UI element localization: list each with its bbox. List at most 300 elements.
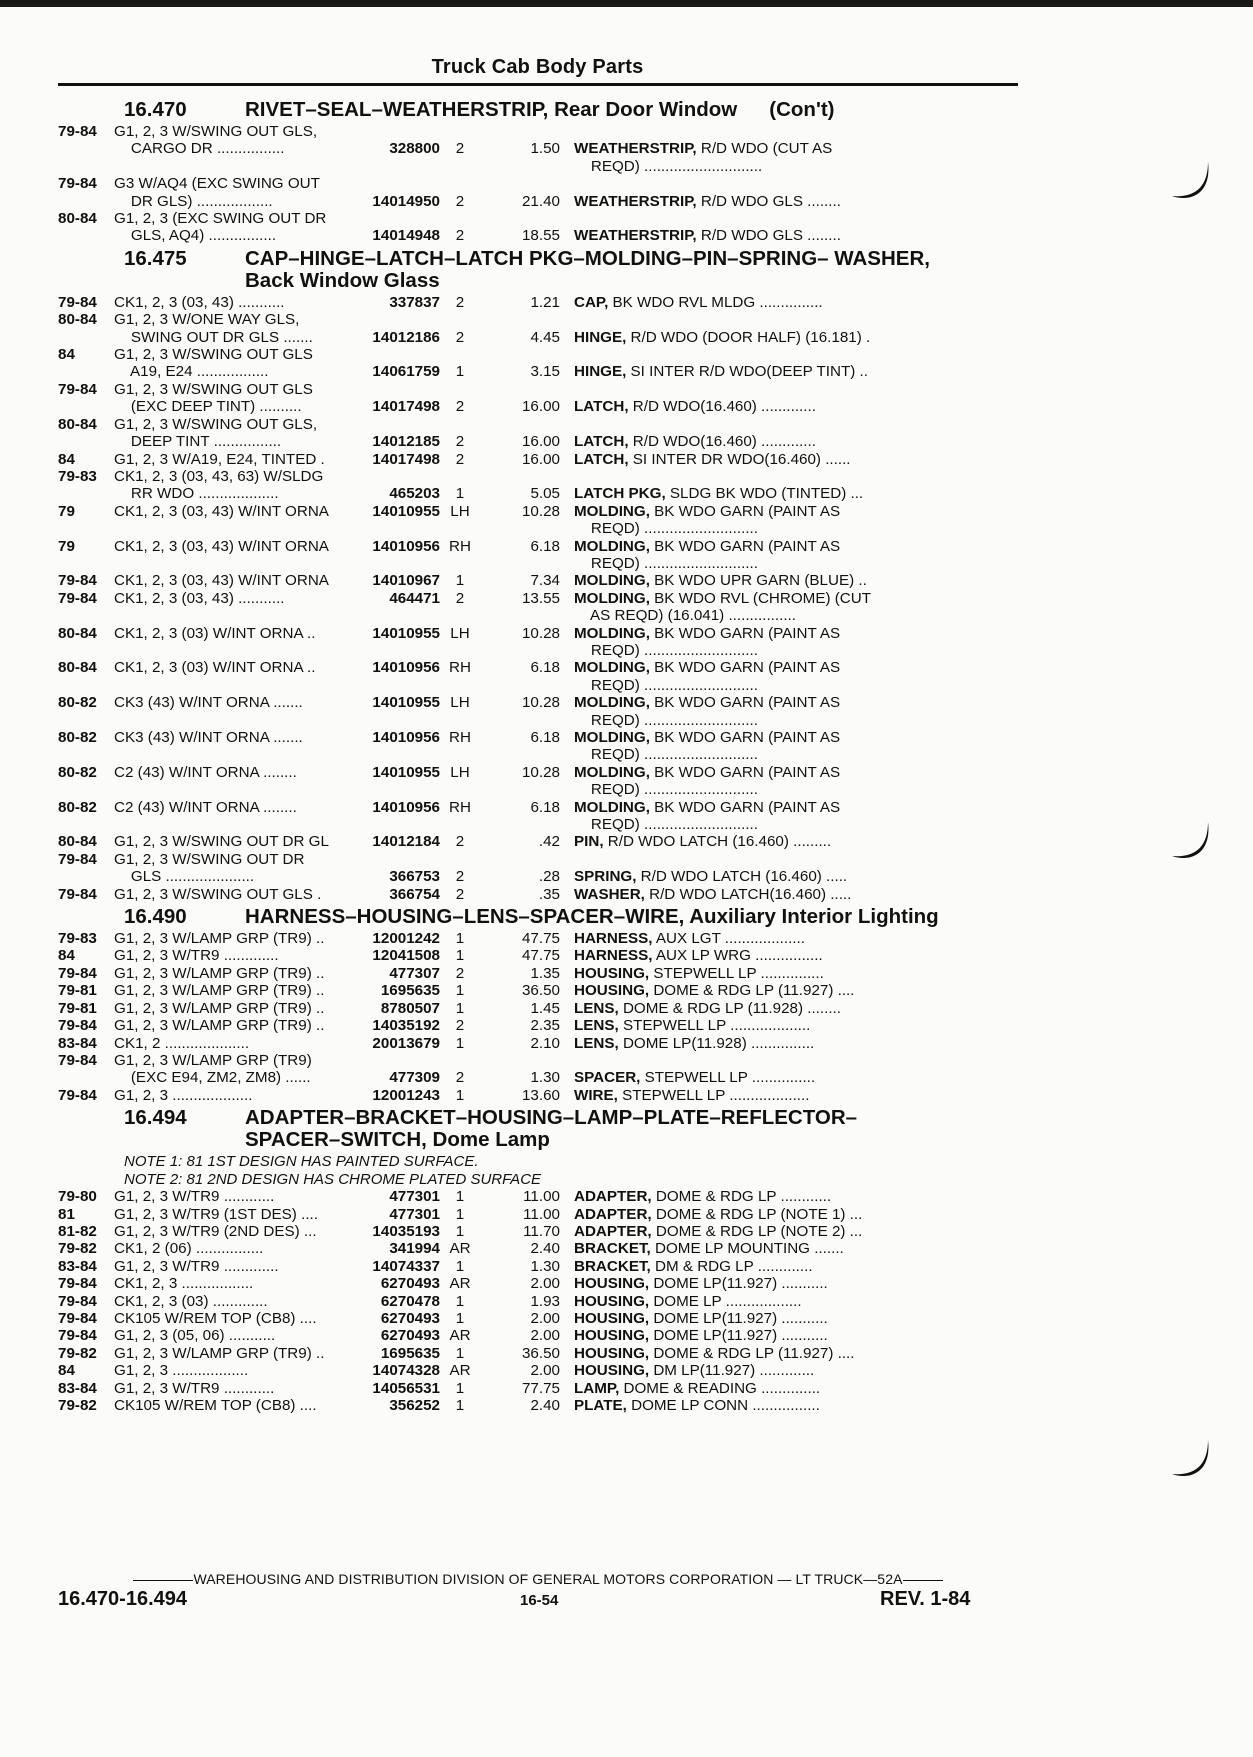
application: CK1, 2, 3 (03, 43) W/INT ORNA xyxy=(114,502,329,520)
part-number: 14010956 xyxy=(372,537,440,555)
quantity: 1 xyxy=(455,1188,465,1206)
part-detail: AUX LP WRG ................ xyxy=(652,947,823,965)
model-years: 79-84 xyxy=(58,1017,97,1035)
model-years: 81-82 xyxy=(58,1222,97,1240)
part-name: ADAPTER, xyxy=(574,1222,652,1240)
application xyxy=(114,746,360,763)
part-number: 14035192 xyxy=(372,1017,440,1035)
price: .35 xyxy=(538,885,560,903)
part-name: SPACER, xyxy=(574,1069,641,1087)
section-continued: (Con't) xyxy=(769,98,835,121)
part-name: HOUSING, xyxy=(574,964,650,982)
part-detail: REQD) ........................... xyxy=(574,746,758,764)
price xyxy=(480,642,560,659)
model-years: 84 xyxy=(58,947,75,965)
quantity: 1 xyxy=(455,1034,465,1052)
part-description xyxy=(574,816,924,833)
part-description xyxy=(574,210,924,227)
part-description xyxy=(574,123,924,140)
quantity xyxy=(440,468,480,485)
application: G1, 2, 3 W/LAMP GRP (TR9) .. xyxy=(114,1017,325,1035)
application: CK1, 2, 3 ................. xyxy=(114,1275,254,1293)
part-detail: R/D WDO(16.460) ............. xyxy=(628,398,816,416)
part-description xyxy=(574,329,924,346)
footer-publisher-line xyxy=(58,1571,1018,1587)
part-number xyxy=(360,642,440,659)
part-name: LATCH, xyxy=(574,433,629,451)
part-description xyxy=(574,1397,924,1414)
quantity xyxy=(440,416,480,433)
part-row xyxy=(58,363,1020,380)
application: G1, 2, 3 W/LAMP GRP (TR9) xyxy=(114,1051,312,1069)
part-description xyxy=(574,833,924,850)
part-row xyxy=(58,398,1020,415)
part-row xyxy=(58,677,1020,694)
application: G1, 2, 3 W/LAMP GRP (TR9) .. xyxy=(114,964,325,982)
binder-hole-icon xyxy=(1168,160,1212,204)
price: 47.75 xyxy=(521,930,560,948)
section-number: 16.475 xyxy=(124,246,187,270)
part-number xyxy=(360,851,440,868)
part-number xyxy=(360,746,440,763)
part-number: 20013679 xyxy=(372,1034,440,1052)
quantity xyxy=(440,175,480,192)
part-row xyxy=(58,123,1020,140)
quantity: 1 xyxy=(455,1257,465,1275)
part-number: 14010956 xyxy=(372,659,440,677)
part-detail: AS REQD) (16.041) ................ xyxy=(574,607,796,625)
application: C2 (43) W/INT ORNA ........ xyxy=(114,798,297,816)
model-years: 80-84 xyxy=(58,624,97,642)
part-row xyxy=(58,572,1020,589)
part-name: MOLDING, xyxy=(574,659,650,677)
part-row xyxy=(58,210,1020,227)
quantity: 1 xyxy=(455,930,465,948)
section-title: HARNESS–HOUSING–LENS–SPACER–WIRE, Auxiliary Interior Lighting xyxy=(245,905,939,929)
part-row xyxy=(58,520,1020,537)
section-note: NOTE 2: 81 2ND DESIGN HAS CHROME PLATED SURFACE xyxy=(124,1170,542,1188)
price: 2.00 xyxy=(530,1327,560,1345)
part-row xyxy=(58,311,1020,328)
part-row xyxy=(58,555,1020,572)
part-name: HOUSING, xyxy=(574,1344,650,1362)
part-detail: BK WDO GARN (PAINT AS xyxy=(649,624,841,642)
quantity: RH xyxy=(449,537,471,555)
quantity: RH xyxy=(449,729,471,746)
model-years: 79-84 xyxy=(58,850,97,868)
price: 2.00 xyxy=(530,1309,560,1327)
part-detail: SI INTER R/D WDO(DEEP TINT) .. xyxy=(626,363,868,381)
binder-hole-icon xyxy=(1168,1438,1212,1482)
application: G1, 2, 3 W/LAMP GRP (TR9) .. xyxy=(114,982,325,1000)
price: 1.21 xyxy=(530,293,560,311)
model-years: 79-83 xyxy=(58,930,97,948)
part-row xyxy=(58,729,1020,746)
part-number: 14010955 xyxy=(372,502,440,520)
part-description xyxy=(574,1293,924,1310)
price: 6.18 xyxy=(530,537,560,555)
model-years xyxy=(58,485,114,502)
part-number: 366753 xyxy=(389,868,440,886)
application: CK1, 2, 3 (03) W/INT ORNA .. xyxy=(114,659,316,677)
part-name: WEATHERSTRIP, xyxy=(574,227,697,245)
part-description xyxy=(574,677,924,694)
quantity: 2 xyxy=(455,833,465,851)
part-detail: DOME LP(11.927) ........... xyxy=(649,1275,828,1293)
model-years: 83-84 xyxy=(58,1379,97,1397)
application xyxy=(114,677,360,694)
price xyxy=(480,781,560,798)
part-row xyxy=(58,294,1020,311)
model-years: 84 xyxy=(58,1362,75,1380)
part-detail: DOME LP CONN ................ xyxy=(626,1397,820,1414)
part-description xyxy=(574,1258,924,1275)
price: 11.00 xyxy=(523,1188,560,1206)
quantity xyxy=(440,555,480,572)
part-number: 14017498 xyxy=(372,450,440,468)
part-name: ADAPTER, xyxy=(574,1205,652,1223)
part-number: 12041508 xyxy=(372,947,440,965)
part-row xyxy=(58,1345,1020,1362)
part-description xyxy=(574,1017,924,1034)
price: 1.35 xyxy=(530,964,560,982)
quantity: AR xyxy=(449,1362,471,1380)
application xyxy=(114,158,360,175)
model-years: 79-84 xyxy=(58,1051,97,1069)
quantity: 2 xyxy=(455,868,465,886)
model-years xyxy=(58,520,114,537)
section-heading xyxy=(58,906,1020,928)
part-number: 477307 xyxy=(389,964,440,982)
part-description xyxy=(574,538,924,555)
part-row xyxy=(58,590,1020,607)
part-name: SPRING, xyxy=(574,868,637,886)
model-years: 79-81 xyxy=(58,982,97,1000)
price: 10.28 xyxy=(521,694,560,712)
part-detail: DOME LP(11.927) ........... xyxy=(649,1327,828,1345)
part-number: 14017498 xyxy=(372,398,440,416)
section-title-line2: Back Window Glass xyxy=(245,268,440,292)
price xyxy=(480,123,560,140)
price xyxy=(480,210,560,227)
binder-hole-icon xyxy=(1168,820,1212,864)
application: G1, 2, 3 W/TR9 (2ND DES) ... xyxy=(114,1222,317,1240)
price: 1.93 xyxy=(530,1292,560,1310)
part-row xyxy=(58,625,1020,642)
part-number: 14056531 xyxy=(372,1379,440,1397)
part-description xyxy=(574,158,924,175)
part-description xyxy=(574,503,924,520)
model-years: 79-84 xyxy=(58,1086,97,1104)
quantity: LH xyxy=(450,763,470,781)
application: A19, E24 ................. xyxy=(114,363,269,381)
part-name: BRACKET, xyxy=(574,1240,651,1258)
part-detail: REQD) ........................... xyxy=(574,781,758,799)
part-description xyxy=(574,398,924,415)
part-detail: R/D WDO GLS ........ xyxy=(696,227,841,245)
part-detail: BK WDO GARN (PAINT AS xyxy=(649,537,841,555)
part-number: 14014950 xyxy=(372,192,440,210)
part-number: 464471 xyxy=(389,589,440,607)
part-detail: REQD) ........................... xyxy=(574,520,758,538)
model-years xyxy=(58,227,114,244)
section-title: ADAPTER–BRACKET–HOUSING–LAMP–PLATE–REFLECTOR– xyxy=(245,1106,858,1130)
part-name: HARNESS, xyxy=(574,930,653,948)
quantity: 1 xyxy=(455,1292,465,1310)
quantity xyxy=(440,346,480,363)
part-description xyxy=(574,1223,924,1240)
part-name: HINGE, xyxy=(574,328,627,346)
price xyxy=(480,158,560,175)
part-detail: AUX LGT ................... xyxy=(652,930,805,948)
part-name: MOLDING, xyxy=(574,502,650,520)
part-detail: STEPWELL LP ................... xyxy=(618,1017,811,1035)
part-detail: REQD) ........................... xyxy=(574,554,758,572)
part-description xyxy=(574,642,924,659)
part-number: 14012184 xyxy=(372,833,440,851)
price xyxy=(480,1052,560,1069)
application: G1, 2, 3 W/LAMP GRP (TR9) .. xyxy=(114,999,325,1017)
part-number xyxy=(360,123,440,140)
part-row xyxy=(58,982,1020,999)
part-name: HOUSING, xyxy=(574,1327,650,1345)
model-years xyxy=(58,193,114,210)
model-years: 83-84 xyxy=(58,1257,97,1275)
part-name: MOLDING, xyxy=(574,537,650,555)
model-years: 79-80 xyxy=(58,1188,97,1206)
part-description xyxy=(574,1087,924,1104)
part-description xyxy=(574,851,924,868)
application: G1, 2, 3 W/SWING OUT DR GL xyxy=(114,833,329,851)
model-years: 84 xyxy=(58,450,75,468)
part-name: MOLDING, xyxy=(574,729,650,746)
footer-publisher: WAREHOUSING AND DISTRIBUTION DIVISION OF GENERAL MOTORS CORPORATION — LT TRUCK—52A xyxy=(193,1571,903,1587)
application: G1, 2, 3 W/TR9 (1ST DES) .... xyxy=(114,1205,318,1223)
quantity: 2 xyxy=(455,398,465,416)
part-detail: SI INTER DR WDO(16.460) ...... xyxy=(628,450,851,468)
model-years: 80-82 xyxy=(58,729,97,746)
part-row xyxy=(58,485,1020,502)
part-number: 14010955 xyxy=(372,694,440,712)
part-number xyxy=(360,816,440,833)
model-years: 83-84 xyxy=(58,1034,97,1052)
part-name: WEATHERSTRIP, xyxy=(574,140,697,158)
part-detail: DOME & READING .............. xyxy=(619,1379,821,1397)
model-years xyxy=(58,158,114,175)
application: GLS, AQ4) ................ xyxy=(114,227,277,245)
price: 36.50 xyxy=(521,1344,560,1362)
price xyxy=(480,607,560,624)
part-row xyxy=(58,1223,1020,1240)
price xyxy=(480,416,560,433)
part-detail: DOME & RDG LP ............ xyxy=(651,1188,832,1206)
footer-section-range: 16.470-16.494 xyxy=(58,1588,188,1610)
price: 16.00 xyxy=(521,433,560,451)
section-title-line2: SPACER–SWITCH, Dome Lamp xyxy=(245,1128,550,1152)
part-description xyxy=(574,193,924,210)
model-years xyxy=(58,555,114,572)
part-row xyxy=(58,868,1020,885)
quantity xyxy=(440,210,480,227)
quantity xyxy=(440,1052,480,1069)
part-row xyxy=(58,381,1020,398)
part-detail: REQD) ........................... xyxy=(574,816,758,834)
model-years xyxy=(58,329,114,346)
part-detail: BK WDO GARN (PAINT AS xyxy=(649,729,841,746)
application xyxy=(114,555,360,572)
part-detail: REQD) ........................... xyxy=(574,711,758,729)
model-years: 79 xyxy=(58,537,75,555)
price: .42 xyxy=(538,833,560,851)
part-number xyxy=(360,1052,440,1069)
part-row xyxy=(58,227,1020,244)
part-name: ADAPTER, xyxy=(574,1188,652,1206)
part-description xyxy=(574,1275,924,1292)
part-row xyxy=(58,851,1020,868)
quantity xyxy=(440,520,480,537)
part-description xyxy=(574,781,924,798)
application: CK1, 2, 3 (03) W/INT ORNA .. xyxy=(114,624,316,642)
application: G1, 2, 3 W/LAMP GRP (TR9) .. xyxy=(114,1344,325,1362)
model-years: 79-84 xyxy=(58,1309,97,1327)
part-row xyxy=(58,175,1020,192)
part-name: MOLDING, xyxy=(574,694,650,712)
model-years xyxy=(58,677,114,694)
model-years xyxy=(58,746,114,763)
part-description xyxy=(574,868,924,885)
part-detail: DM & RDG LP ............. xyxy=(650,1257,813,1275)
application: CK1, 2, 3 (03, 43) W/INT ORNA xyxy=(114,572,329,590)
price xyxy=(480,175,560,192)
price xyxy=(480,851,560,868)
part-row xyxy=(58,1275,1020,1292)
model-years: 80-82 xyxy=(58,694,97,712)
model-years: 79-84 xyxy=(58,589,97,607)
part-detail: STEPWELL LP ............... xyxy=(640,1069,816,1087)
part-name: LATCH, xyxy=(574,450,629,468)
part-description xyxy=(574,1310,924,1327)
part-row xyxy=(58,1087,1020,1104)
part-row xyxy=(58,1327,1020,1344)
quantity xyxy=(440,381,480,398)
application: CK1, 2, 3 (03, 43) ........... xyxy=(114,293,285,311)
part-number xyxy=(360,607,440,624)
part-description xyxy=(574,175,924,192)
application xyxy=(114,781,360,798)
model-years xyxy=(58,398,114,415)
application: CK1, 2, 3 (03, 43, 63) W/SLDG xyxy=(114,467,324,485)
part-number: 14035193 xyxy=(372,1222,440,1240)
part-number: 337837 xyxy=(389,293,440,311)
application: G1, 2, 3 W/SWING OUT GLS xyxy=(114,380,313,398)
price xyxy=(480,520,560,537)
model-years: 79-84 xyxy=(58,572,97,590)
part-name: WASHER, xyxy=(574,885,645,903)
price: 16.00 xyxy=(521,450,560,468)
part-detail: DOME & RDG LP (11.927) .... xyxy=(649,1344,855,1362)
application: G1, 2, 3 W/TR9 ............. xyxy=(114,947,279,965)
price: 10.28 xyxy=(521,624,560,642)
part-name: WEATHERSTRIP, xyxy=(574,192,697,210)
quantity: 1 xyxy=(455,363,465,381)
model-years: 79-84 xyxy=(58,293,97,311)
price: 18.55 xyxy=(521,227,560,245)
part-number: 14010956 xyxy=(372,798,440,816)
model-years: 79-82 xyxy=(58,1344,97,1362)
part-row xyxy=(58,468,1020,485)
price: 47.75 xyxy=(521,947,560,965)
part-name: HOUSING, xyxy=(574,1275,650,1293)
model-years: 79-84 xyxy=(58,1327,97,1345)
part-description xyxy=(574,965,924,982)
section-heading xyxy=(58,1107,1020,1151)
part-row xyxy=(58,346,1020,363)
price: 1.30 xyxy=(530,1257,560,1275)
part-description xyxy=(574,346,924,363)
application: G1, 2, 3 W/TR9 ............ xyxy=(114,1379,275,1397)
quantity: 2 xyxy=(455,140,465,158)
model-years: 80-84 xyxy=(58,311,97,329)
part-detail: DOME & RDG LP (11.928) ........ xyxy=(618,999,841,1017)
part-number: 8780507 xyxy=(380,999,440,1017)
part-name: PLATE, xyxy=(574,1397,627,1414)
part-name: CAP, xyxy=(574,293,609,311)
quantity: 2 xyxy=(455,293,465,311)
part-number: 477301 xyxy=(389,1205,440,1223)
model-years: 80-84 xyxy=(58,210,97,228)
quantity: 1 xyxy=(455,1086,465,1104)
application: (EXC DEEP TINT) .......... xyxy=(114,398,302,416)
price: 6.18 xyxy=(530,729,560,746)
application: G1, 2, 3 W/SWING OUT GLS xyxy=(114,346,313,364)
application: CK1, 2 .................... xyxy=(114,1034,250,1052)
application: CK105 W/REM TOP (CB8) .... xyxy=(114,1309,317,1327)
part-row xyxy=(58,642,1020,659)
application: G1, 2, 3 W/A19, E24, TINTED . xyxy=(114,450,325,468)
part-number xyxy=(360,781,440,798)
quantity xyxy=(440,712,480,729)
part-detail: R/D WDO (CUT AS xyxy=(696,140,833,158)
part-number: 14074337 xyxy=(372,1257,440,1275)
footer-page-number: 16-54 xyxy=(520,1592,559,1609)
price: 2.00 xyxy=(530,1275,560,1293)
part-number: 366754 xyxy=(389,885,440,903)
part-name: LATCH PKG, xyxy=(574,485,666,503)
part-row xyxy=(58,1293,1020,1310)
price: 10.28 xyxy=(521,502,560,520)
price: 21.40 xyxy=(521,192,560,210)
part-description xyxy=(574,729,924,746)
part-row xyxy=(58,1258,1020,1275)
part-detail: R/D WDO GLS ........ xyxy=(696,192,841,210)
model-years: 84 xyxy=(58,346,75,364)
part-row xyxy=(58,712,1020,729)
part-detail: DOME LP .................. xyxy=(649,1292,802,1310)
quantity: 1 xyxy=(455,1397,465,1414)
price xyxy=(480,746,560,763)
model-years: 80-84 xyxy=(58,833,97,851)
part-detail: R/D WDO(16.460) ............. xyxy=(628,433,816,451)
application: G1, 2, 3 W/SWING OUT GLS, xyxy=(114,415,318,433)
model-years: 79-84 xyxy=(58,1275,97,1293)
application: G1, 2, 3 (EXC SWING OUT DR xyxy=(114,210,327,228)
footer-rule-right xyxy=(903,1580,943,1581)
part-description xyxy=(574,982,924,999)
part-description xyxy=(574,1206,924,1223)
section-heading xyxy=(58,99,1020,121)
price: 1.45 xyxy=(530,999,560,1017)
model-years: 79 xyxy=(58,502,75,520)
